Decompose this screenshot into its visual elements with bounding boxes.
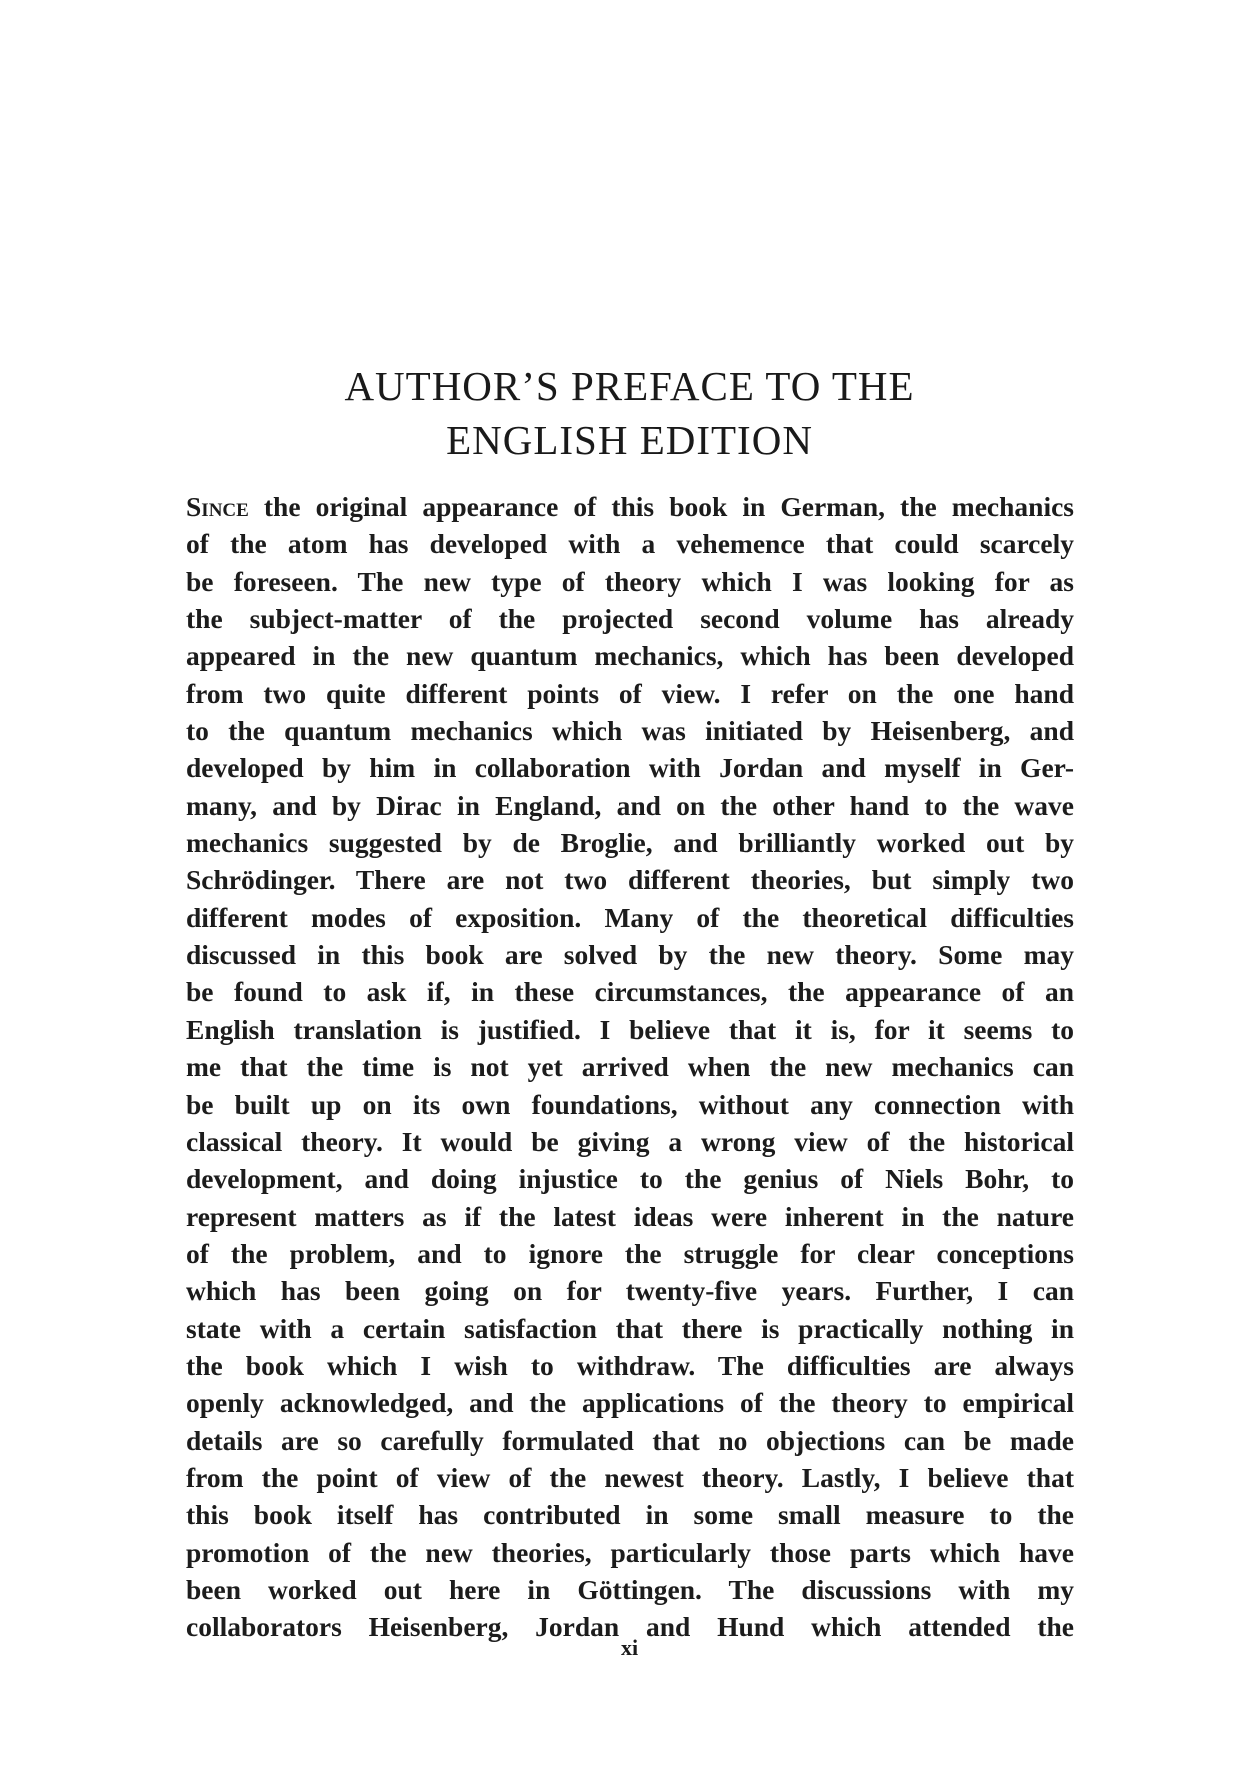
text-line: been worked out here in Göttingen. The discussions with my <box>186 1573 1074 1605</box>
text-line: collaborators Heisenberg, Jordan and Hund which attended the <box>186 1611 1074 1643</box>
text-line: which has been going on for twenty-five years. Further, I can <box>186 1275 1074 1307</box>
text-line: discussed in this book are solved by the new theory. Some may <box>186 939 1074 971</box>
text-line: developed by him in collaboration with Jordan and myself in Ger- <box>186 752 1074 784</box>
text-line: appeared in the new quantum mechanics, which has been developed <box>186 640 1074 672</box>
text-line: from two quite different points of view. I refer on the one hand <box>186 677 1074 709</box>
lead-word: Since <box>186 491 249 522</box>
text-line: development, and doing injustice to the genius of Niels Bohr, to <box>186 1163 1074 1195</box>
text-line: of the problem, and to ignore the struggle for clear conceptions <box>186 1237 1074 1269</box>
preface-title-line-2: ENGLISH EDITION <box>446 417 813 463</box>
text-line: be built up on its own foundations, without any connection with <box>186 1088 1074 1120</box>
text-line: of the atom has developed with a vehemence that could scarcely <box>186 528 1074 560</box>
text-line: many, and by Dirac in England, and on the other hand to the wave <box>186 789 1074 821</box>
text-line: mechanics suggested by de Broglie, and brilliantly worked out by <box>186 827 1074 859</box>
text-line-content: the original appearance of this book in German, the mechanics <box>248 491 1074 522</box>
text-line: promotion of the new theories, particularly those parts which have <box>186 1536 1074 1568</box>
text-line: from the point of view of the newest theory. Lastly, I believe that <box>186 1461 1074 1493</box>
preface-title-line-1: AUTHOR’S PREFACE TO THE <box>344 363 915 409</box>
text-line: this book itself has contributed in some small measure to the <box>186 1499 1074 1531</box>
text-line: different modes of exposition. Many of the theoretical difficulties <box>186 901 1074 933</box>
text-line: openly acknowledged, and the applications of the theory to empirical <box>186 1387 1074 1419</box>
text-line: to the quantum mechanics which was initiated by Heisenberg, and <box>186 715 1074 747</box>
text-line: Schrödinger. There are not two different theories, but simply two <box>186 864 1074 896</box>
page-number: xi <box>620 1635 639 1660</box>
text-line: English translation is justified. I believe that it is, for it seems to <box>186 1013 1074 1045</box>
text-line: represent matters as if the latest ideas were inherent in the nature <box>186 1200 1074 1232</box>
text-line: the book which I wish to withdraw. The difficulties are always <box>186 1349 1074 1381</box>
preface-body <box>186 488 1074 1646</box>
text-line: be foreseen. The new type of theory which I was looking for as <box>186 565 1074 597</box>
text-line: the subject-matter of the projected second volume has already <box>186 603 1074 635</box>
text-line: classical theory. It would be giving a wrong view of the historical <box>186 1125 1074 1157</box>
text-line: state with a certain satisfaction that there is practically nothing in <box>186 1312 1074 1344</box>
text-line: be found to ask if, in these circumstances, the appearance of an <box>186 976 1074 1008</box>
text-line: details are so carefully formulated that no objections can be made <box>186 1424 1074 1456</box>
text-line <box>186 488 1074 525</box>
text-line: me that the time is not yet arrived when the new mechanics can <box>186 1051 1074 1083</box>
